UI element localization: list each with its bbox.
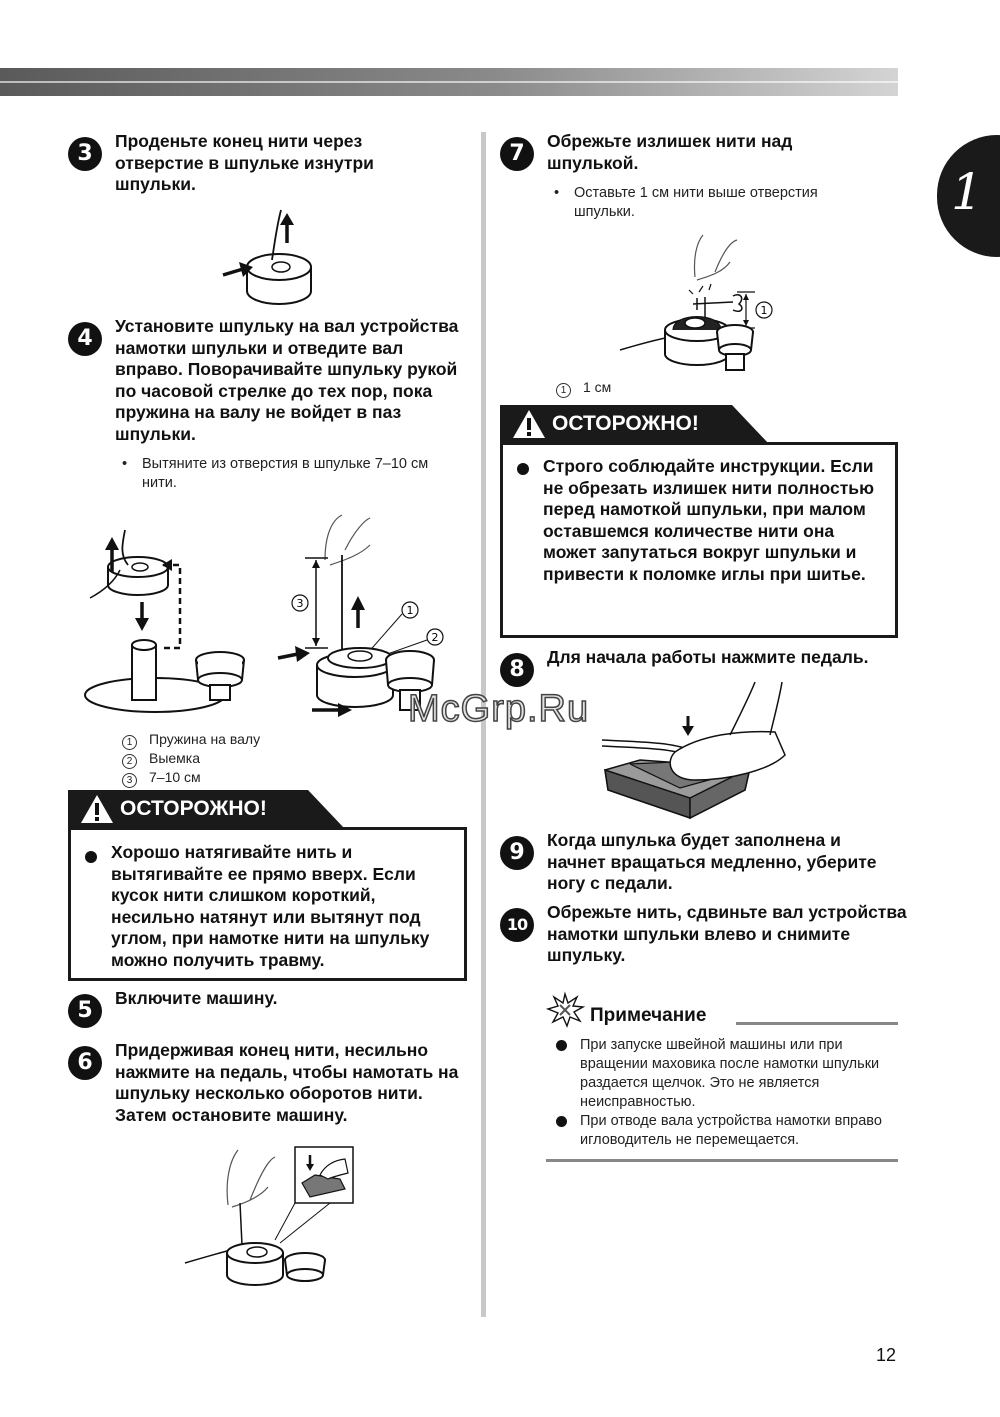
chapter-tab — [937, 135, 1000, 257]
winding-with-pedal-illustration — [180, 1145, 360, 1290]
note-rule — [736, 1022, 898, 1025]
legend-item — [122, 750, 260, 769]
step-7-bullet: • Оставьте 1 см нити выше отверстия шпульки. — [554, 185, 818, 220]
step-number: 5 — [68, 994, 102, 1028]
step-text: Придерживая конец нити, несильно нажмите на педаль, чтобы намотать на шпульку несколько оборотов нити. Затем остановите машину. — [115, 1040, 459, 1125]
step-number: 6 — [68, 1046, 102, 1080]
callout-2: 2 — [431, 631, 439, 644]
header-bar — [0, 68, 898, 96]
warning-icon — [80, 794, 114, 824]
step-text: Для начала работы нажмите педаль. — [547, 647, 869, 667]
legend-left — [122, 731, 260, 788]
step-number: 3 — [68, 137, 102, 171]
warning-icon — [512, 409, 546, 439]
bobbin-winder-illustration — [80, 520, 250, 720]
bullet-text: Оставьте 1 см нити выше отверстия шпульки. — [574, 185, 818, 220]
legend-mark: 2 — [122, 754, 137, 769]
step-text: Включите машину. — [115, 988, 278, 1008]
legend-item — [122, 731, 260, 750]
callout-1: 1 — [760, 304, 768, 317]
note-bottom-rule — [546, 1159, 898, 1162]
caution-header — [68, 790, 308, 828]
callout-1: 1 — [406, 604, 414, 617]
step-text: Проденьте конец нити через отверстие в шпульке изнутри шпульки. — [115, 131, 374, 194]
caution-box — [500, 442, 898, 638]
bobbin-threading-illustration — [215, 205, 335, 310]
legend-text: Выемка — [149, 750, 201, 766]
step-number: 4 — [68, 322, 102, 356]
bullet-dot — [556, 1040, 567, 1051]
note-icon — [546, 993, 584, 1027]
bullet-dot — [517, 463, 529, 475]
caution-box — [68, 827, 467, 981]
caution-text: Хорошо натягивайте нить и вытягивайте ее прямо вверх. Если кусок нити слишком короткий, несильно натянут или вытянут под углом, при намотке нити на шпульку можно получить травму. — [111, 842, 430, 970]
legend-text: Пружина на валу — [149, 731, 261, 747]
step-text: Установите шпульку на вал устройства намотки шпульки и отведите вал вправо. Поворачивайте шпульку рукой по часовой стрелке до тех пор, пока пружина на валу не войдет в паз шпульки. — [115, 316, 459, 444]
callout-3: 3 — [296, 597, 304, 610]
foot-pedal-illustration — [600, 680, 800, 820]
step-number: 7 — [500, 137, 534, 171]
step-text: Обрежьте излишек нити над шпулькой. — [547, 131, 793, 173]
chapter-number: 1 — [951, 163, 983, 221]
step-number: 9 — [500, 836, 534, 870]
legend-right — [556, 379, 611, 398]
step-text: Обрежьте нить, сдвиньте вал устройства намотки шпульки влево и снимите шпульку. — [547, 902, 907, 965]
caution-text: Строго соблюдайте инструкции. Если не обрезать излишек нити полностью перед намоткой шпульки, при малом оставшемся количестве нити она может запутаться вокруг шпульки и привести к поломке иглы при шитье. — [543, 456, 875, 584]
watermark: McGrp.Ru — [408, 688, 590, 730]
caution-title: ОСТОРОЖНО! — [552, 412, 699, 435]
legend-mark: 3 — [122, 773, 137, 788]
page-number: 12 — [876, 1345, 897, 1365]
note-item: При отводе вала устройства намотки вправо игловодитель не перемещается. — [580, 1113, 882, 1148]
step-4-bullet: • Вытяните из отверстия в шпульке 7–10 см нити. — [122, 456, 429, 491]
step-number: 10 — [500, 908, 534, 942]
bullet-text: Вытяните из отверстия в шпульке 7–10 см нити. — [142, 456, 429, 491]
note-title: Примечание — [590, 1005, 707, 1026]
bullet-dot — [556, 1116, 567, 1127]
step-text: Когда шпулька будет заполнена и начнет вращаться медленно, уберите ногу с педали. — [547, 830, 877, 893]
legend-item — [556, 379, 611, 398]
legend-text: 1 см — [583, 379, 612, 395]
note-item: При запуске швейной машины или при вращении маховика после намотки шпульки раздается щелчок. Это не является неисправностью. — [580, 1037, 880, 1110]
legend-text: 7–10 см — [149, 769, 201, 785]
step-number: 8 — [500, 653, 534, 687]
legend-mark: 1 — [122, 735, 137, 750]
legend-mark: 1 — [556, 383, 571, 398]
caution-header — [500, 405, 732, 443]
bullet-dot — [85, 851, 97, 863]
cut-thread-illustration — [615, 232, 785, 377]
legend-item — [122, 769, 260, 788]
caution-title: ОСТОРОЖНО! — [120, 797, 267, 820]
